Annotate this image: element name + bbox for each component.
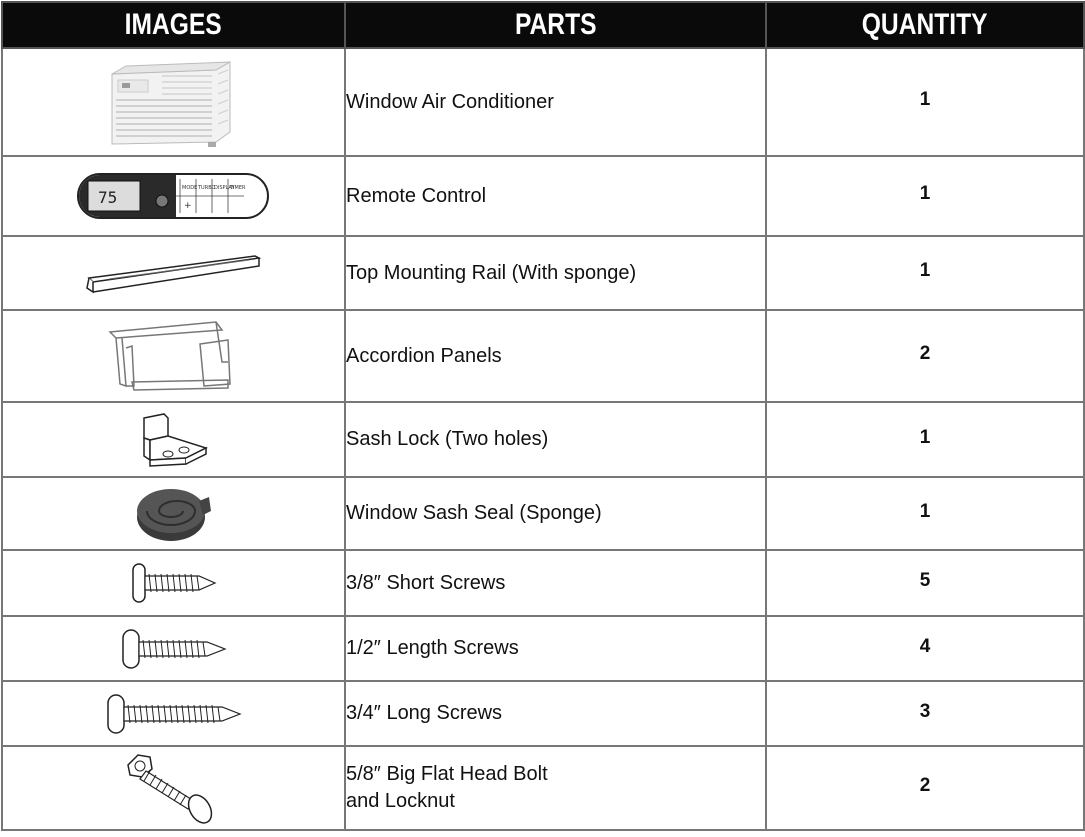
table-row (2, 477, 1084, 550)
remote-control-icon (76, 171, 272, 221)
svg-text:DISPLAY: DISPLAY (213, 185, 235, 191)
part-name-line-2: and Locknut (346, 790, 455, 812)
part-name: Window Sash Seal (Sponge) (345, 477, 766, 550)
quantity-column-header: QUANTITY (766, 2, 1084, 48)
part-quantity: 4 (766, 616, 1084, 681)
images-column-header: IMAGES (2, 2, 345, 48)
table-row (2, 746, 1084, 830)
part-name: 1/2″ Length Screws (345, 616, 766, 681)
part-image-cell (2, 616, 345, 681)
part-name: 3/4″ Long Screws (345, 681, 766, 746)
part-image-cell (2, 681, 345, 746)
part-name: 3/8″ Short Screws (345, 550, 766, 616)
part-quantity: 3 (766, 681, 1084, 746)
part-image-cell (2, 550, 345, 616)
air-conditioner-icon (104, 54, 244, 150)
sash-lock-icon (124, 410, 224, 470)
part-name (345, 746, 766, 830)
part-quantity: 1 (766, 236, 1084, 310)
part-image-cell (2, 477, 345, 550)
part-image-cell (2, 236, 345, 310)
bolt-locknut-icon (124, 751, 224, 825)
part-name: Accordion Panels (345, 310, 766, 402)
part-image-cell (2, 48, 345, 156)
header-row (2, 2, 1084, 48)
part-image-cell (2, 402, 345, 477)
svg-text:TURBO: TURBO (197, 185, 215, 191)
svg-text:75: 75 (97, 188, 117, 207)
svg-text:+: + (183, 201, 192, 211)
part-quantity: 1 (766, 402, 1084, 477)
table-row (2, 550, 1084, 616)
part-image-cell (2, 746, 345, 830)
table-row (2, 310, 1084, 402)
part-quantity: 1 (766, 477, 1084, 550)
part-image-cell (2, 156, 345, 236)
short-screw-icon (129, 558, 219, 608)
sponge-seal-icon (129, 481, 219, 547)
table-row (2, 236, 1084, 310)
part-quantity: 1 (766, 156, 1084, 236)
part-image-cell (2, 310, 345, 402)
table-row (2, 48, 1084, 156)
parts-column-header: PARTS (345, 2, 766, 48)
table-row (2, 681, 1084, 746)
table-row (2, 616, 1084, 681)
part-quantity: 2 (766, 746, 1084, 830)
mounting-rail-icon (79, 246, 269, 300)
table-row (2, 156, 1084, 236)
part-name: Sash Lock (Two holes) (345, 402, 766, 477)
part-name: Top Mounting Rail (With sponge) (345, 236, 766, 310)
part-name: Remote Control (345, 156, 766, 236)
part-quantity: 2 (766, 310, 1084, 402)
part-quantity: 1 (766, 48, 1084, 156)
length-screw-icon (119, 624, 229, 674)
table-row (2, 402, 1084, 477)
part-quantity: 5 (766, 550, 1084, 616)
svg-text:MODE: MODE (181, 185, 197, 191)
part-name-line-1: 5/8″ Big Flat Head Bolt (346, 763, 548, 785)
parts-table (1, 1, 1085, 831)
accordion-panels-icon (104, 314, 244, 398)
long-screw-icon (104, 689, 244, 739)
svg-text:TIMER: TIMER (229, 185, 245, 191)
part-name: Window Air Conditioner (345, 48, 766, 156)
